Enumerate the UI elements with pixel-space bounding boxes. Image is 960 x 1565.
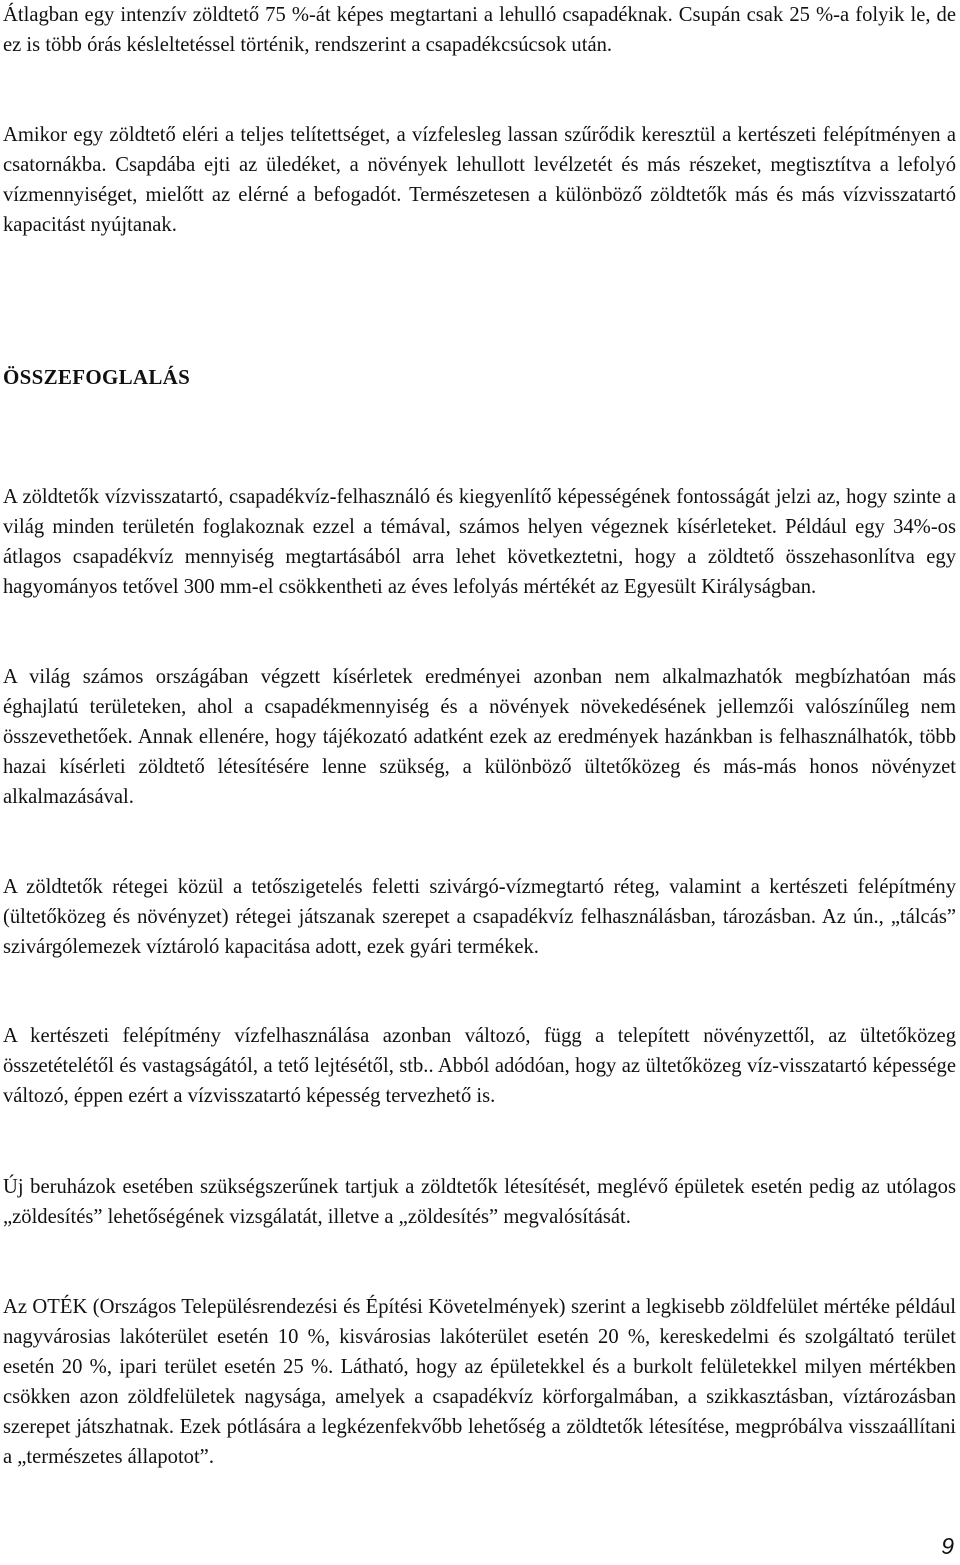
paragraph-layers: A zöldtetők rétegei közül a tetőszigetelés feletti szivárgó-vízmegtartó réteg, valamint a kertészeti felépítmény (ültetőközeg és növényzet) rétegei játszanak szerepet a csapadékvíz felhasználásban, tározásban. Az ún., „tálcás” szivárgólemezek víztároló kapacitása adott, ezek gyári termékek. (3, 876, 956, 958)
paragraph-experiments-climate: A világ számos országában végzett kísérletek eredményei azonban nem alkalmazhatók megbízhatóan más éghajlatú területeken, ahol a csapadékmennyiség és a növények növekedésének jellemzői valószínűleg nem összevethetőek. Annak ellenére, hogy tájékozató adatként ezek az eredmények hazánkban is felhasználhatók, több hazai kísérleti zöldtető létesítésére lenne szükség, a különböző ültetőközeg és más-más honos növényzet alkalmazásával. (3, 666, 956, 808)
paragraph-new-investments: Új beruházok esetében szükségszerűnek tartjuk a zöldtetők létesítését, meglévő épületek esetén pedig az utólagos „zöldesítés” lehetőségének vizsgálatát, illetve a „zöldesítés” megvalósítását. (3, 1176, 956, 1228)
paragraph-water-use: A kertészeti felépítmény vízfelhasználása azonban változó, függ a telepített növényzettől, az ültetőközeg összetételétől és vastagságától, a tető lejtésétől, stb.. Abból adódóan, hogy az ültetőközeg víz-visszatartó képessége változó, éppen ezért a vízvisszatartó képesség tervezhető is. (3, 1025, 956, 1107)
section-heading-summary: ÖSSZEFOGLALÁS (3, 365, 191, 389)
paragraph-retention-average: Átlagban egy intenzív zöldtető 75 %-át képes megtartani a lehulló csapadéknak. Csupán csak 25 %-a folyik le, de ez is több órás késleltetéssel történik, rendszerint a csapadékcsúcsok után. (3, 4, 956, 56)
page-number: 9 (941, 1533, 954, 1559)
paragraph-saturation: Amikor egy zöldtető eléri a teljes telítettséget, a vízfelesleg lassan szűrődik keresztül a kertészeti felépítményen a csatornákba. Csapdába ejti az üledéket, a növények lehullott levélzetét és más részeket, megtisztítva a lefolyó vízmennyiséget, mielőtt az elérné a befogadót. Természetesen a különböző zöldtetők más és más vízvisszatartó kapacitást nyújtanak. (3, 124, 956, 236)
paragraph-otek: Az OTÉK (Országos Településrendezési és Építési Követelmények) szerint a legkisebb zöldfelület mértéke például nagyvárosias lakóterület esetén 10 %, kisvárosias lakóterület esetén 20 %, kereskedelmi és szolgáltató terület esetén 20 %, ipari terület esetén 25 %. Látható, hogy az épületekkel és a burkolt felületekkel milyen mértékben csökken azon zöldfelületek nagysága, amelyek a csapadékvíz körforgalmában, a szikkasztásban, víztározásban szerepet játszhatnak. Ezek pótlására a legkézenfekvőbb lehetőség a zöldtetők létesítése, megpróbálva visszaállítani a „természetes állapotot”. (3, 1296, 956, 1468)
paragraph-summary-importance: A zöldtetők vízvisszatartó, csapadékvíz-felhasználó és kiegyenlítő képességének fontosságát jelzi az, hogy szinte a világ minden területén foglakoznak ezzel a témával, számos helyen végeznek kísérleteket. Például egy 34%-os átlagos csapadékvíz mennyiség megtartásából arra lehet következtetni, hogy a zöldtető összehasonlítva egy hagyományos tetővel 300 mm-el csökkentheti az éves lefolyás mértékét az Egyesült Királyságban. (3, 486, 956, 598)
